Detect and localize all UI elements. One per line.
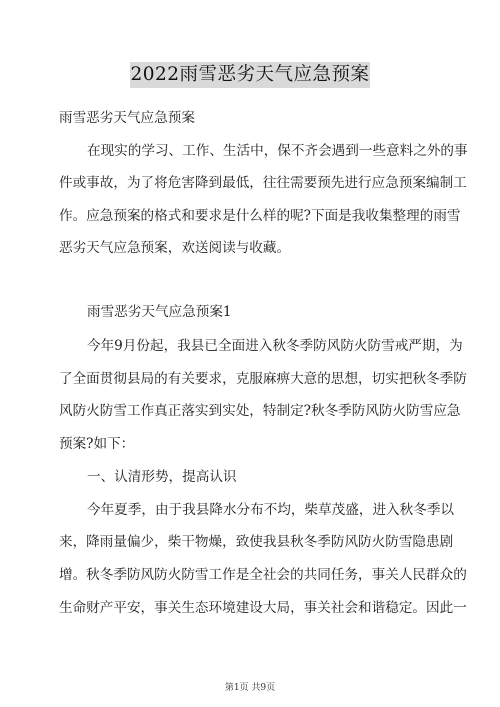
paragraph-line: 了全面贯彻县局的有关要求，克服麻痹大意的思想，切实把秋冬季防 xyxy=(59,371,467,387)
section-heading: 一、认清形势，提高认识 xyxy=(87,469,237,485)
paragraph-line: 生命财产平安，事关生态环境建设大局，事关社会和谐稳定。因此一 xyxy=(59,600,467,616)
paragraph-line: 作。应急预案的格式和要求是什么样的呢?下面是我收集整理的雨雪 xyxy=(59,208,461,224)
paragraph-line: 今年夏季，由于我县降水分布不均，柴草茂盛，进入秋冬季以 xyxy=(87,502,455,518)
paragraph-line: 今年9月份起，我县已全面进入秋冬季防风防火防雪戒严期，为 xyxy=(87,338,463,354)
paragraph-line: 增。秋冬季防风防火防雪工作是全社会的共同任务，事关人民群众的 xyxy=(59,567,467,583)
page-number: 第1页 共9页 xyxy=(224,683,276,693)
paragraph-line: 来，降雨量偏少，柴干物燥，致使我县秋冬季防风防火防雪隐患剧 xyxy=(59,534,454,550)
paragraph-line: 件或事故，为了将危害降到最低，往往需要预先进行应急预案编制工 xyxy=(59,175,467,191)
paragraph-line: 恶劣天气应急预案，欢送阅读与收藏。 xyxy=(59,240,291,256)
document-title: 2022雨雪恶劣天气应急预案 xyxy=(130,64,370,85)
paragraph-line: 在现实的学习、工作、生活中，保不齐会遇到一些意料之外的事 xyxy=(87,143,468,159)
paragraph-line: 预案?如下： xyxy=(59,436,135,452)
paragraph-line: 风防火防雪工作真正落实到实处，特制定?秋冬季防风防火防雪应急 xyxy=(59,403,461,419)
section-heading: 雨雪恶劣天气应急预案1 xyxy=(87,304,232,320)
doc-subheading: 雨雪恶劣天气应急预案 xyxy=(59,110,195,126)
